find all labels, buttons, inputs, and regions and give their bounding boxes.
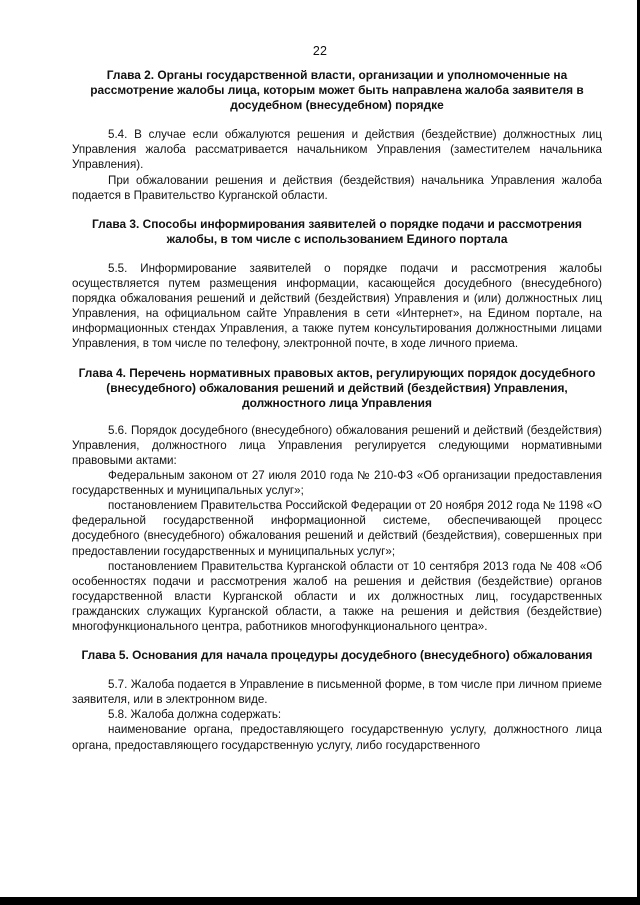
paragraph: 5.7. Жалоба подается в Управление в письменной форме, в том числе при личном приеме заявителя, или в электронном виде. bbox=[72, 678, 602, 707]
paragraph: постановлением Правительства Курганской области от 10 сентября 2013 года № 408 «Об особенностях подачи и рассмотрения жалоб на решения и действия (бездействие) органов государственной власти Курганской области и их должностных лиц, государственных гражданских служащих Курганской области, а также на решения и действия (бездействие) многофункционального центра, работников многофункционального центра». bbox=[72, 559, 602, 633]
paragraph: постановлением Правительства Российской Федерации от 20 ноября 2012 года № 1198 «О федеральной государственной информационной системе, обеспечивающей процесс досудебного (внесудебного) обжалования решений и действий (бездействия), совершенных при предоставлении государственных и муниципальных услуг»; bbox=[72, 499, 602, 558]
chapter-3-section bbox=[72, 261, 602, 352]
paragraph: 5.8. Жалоба должна содержать: bbox=[108, 708, 282, 722]
chapter-2-title: Глава 2. Органы государственной власти, организации и уполномоченные на рассмотрение жалобы лица, которым может быть направлена жалоба заявителя в досудебном (внесудебном) порядке bbox=[90, 68, 584, 113]
chapter-3-heading-block bbox=[72, 217, 602, 247]
chapter-2-section bbox=[72, 127, 602, 202]
chapter-4-heading-block bbox=[72, 366, 602, 411]
document-body bbox=[72, 68, 602, 767]
paragraph: 5.6. Порядок досудебного (внесудебного) обжалования решений и действий (бездействия) Управления, должностного лица Управления регулируется следующими нормативными правовыми актами: bbox=[72, 423, 602, 467]
chapter-3-title: Глава 3. Способы информирования заявителей о порядке подачи и рассмотрения жалобы, в том числе с использованием Единого портала bbox=[92, 216, 582, 246]
chapter-4-section bbox=[72, 423, 602, 634]
paragraph: наименование органа, предоставляющего государственную услугу, должностного лица органа, предоставляющего государственную услугу, либо государственного bbox=[72, 723, 602, 752]
paragraph: 5.5. Информирование заявителей о порядке подачи и рассмотрения жалобы осуществляется путем размещения информации, касающейся досудебного (внесудебного) порядка обжалования решений и действий (бездействия) Управления и (или) должностных лиц Управления, на официальном сайте Управления в сети «Интернет», на Едином портале, на информационных стендах Управления, а также путем консультирования должностными лицами Управления, в том числе по телефону, электронной почте, в ходе личного приема. bbox=[72, 261, 602, 351]
page-number: 22 bbox=[312, 44, 328, 58]
scan-edge-bottom bbox=[0, 897, 640, 905]
paragraph: Федеральным законом от 27 июля 2010 года № 210-ФЗ «Об организации предоставления государственных и муниципальных услуг»; bbox=[72, 469, 602, 498]
chapter-2-heading-block bbox=[72, 68, 602, 113]
chapter-5-section bbox=[72, 677, 602, 752]
chapter-4-title: Глава 4. Перечень нормативных правовых актов, регулирующих порядок досудебного (внесудебного) обжалования решений и действий (бездействия) Управления, должностного лица Управления bbox=[78, 365, 596, 410]
chapter-5-title: Глава 5. Основания для начала процедуры досудебного (внесудебного) обжалования bbox=[81, 648, 593, 663]
paragraph: При обжаловании решения и действия (бездействия) начальника Управления жалоба подается в Правительство Курганской области. bbox=[72, 173, 602, 202]
chapter-5-heading-block bbox=[72, 648, 602, 663]
paragraph: 5.4. В случае если обжалуются решения и действия (бездействие) должностных лиц Управления жалоба рассматривается начальником Управления (заместителем начальника Управления). bbox=[72, 128, 602, 172]
